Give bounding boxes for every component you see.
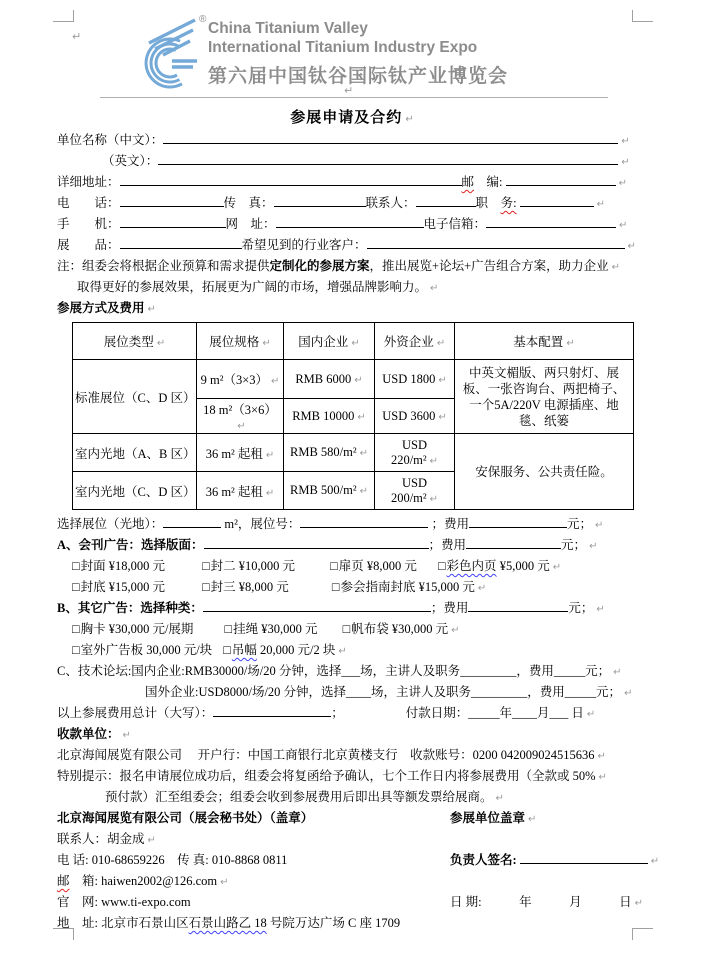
paragraph-mark-icon: ↵ xyxy=(359,486,368,497)
section-c-line1 xyxy=(57,661,648,682)
organizer-email: 邮 箱: haiwen2002@126.com ↵ xyxy=(57,874,229,888)
paragraph-mark-icon: ↵ xyxy=(618,178,628,189)
crop-mark-top-right-icon xyxy=(632,10,653,22)
checkbox-icon[interactable]: □ xyxy=(342,622,351,636)
payee-title: 收款单位： ↵ xyxy=(57,727,131,741)
address-line xyxy=(57,172,648,193)
address-label: 详细地址： xyxy=(57,175,120,189)
paragraph-mark-icon: ↵ xyxy=(596,604,605,615)
section-b-options-row1 xyxy=(57,619,648,640)
payee-bank-line: 北京海闻展览有限公司 开户行：中国工商银行北京黄楼支行 收款账号：0200 042009024515636 ↵ xyxy=(57,748,606,762)
note-text-2: 取得更好的参展效果，拓展更为广阔的市场，增强品牌影响力。 xyxy=(77,280,428,294)
paragraph-mark-icon: ↵ xyxy=(624,688,633,699)
paragraph-mark-icon: ↵ xyxy=(351,338,360,349)
paragraph-mark-icon: ↵ xyxy=(156,338,166,349)
checkbox-option-outdoor-board[interactable]: □室外广告板 30,000 元/块 xyxy=(72,643,213,657)
paragraph-mark-icon: ↵ xyxy=(265,487,275,499)
spec-cell: 36 m² 起租 ↵ xyxy=(197,472,284,510)
phone-label: 电 话： xyxy=(57,196,120,210)
postcode-blank[interactable] xyxy=(506,172,616,186)
total-fee-label: 以上参展费用总计（大写）： xyxy=(57,706,214,720)
expo-brand-block xyxy=(208,19,508,88)
paragraph-mark-icon: ↵ xyxy=(589,541,598,552)
fax-blank[interactable] xyxy=(274,193,366,207)
paragraph-mark-icon: ↵ xyxy=(147,304,156,315)
footer-row-telfax xyxy=(57,850,660,871)
paragraph-mark-icon: ↵ xyxy=(611,262,621,273)
address-blank[interactable] xyxy=(120,172,462,186)
rmb-cell: RMB 10000 ↵ xyxy=(284,399,375,434)
checkbox-option-badge[interactable]: □胸卡 ¥30,000 元/展期 xyxy=(72,622,194,636)
yuan-suffix: 元； xyxy=(568,601,594,615)
company-name-en-label: （英文）： xyxy=(102,154,159,168)
organizer-name: 北京海闻展览有限公司（展会秘书处）（盖章） xyxy=(57,811,314,825)
date-block: 日 期: 年 月 日 ↵ xyxy=(450,895,643,909)
footer-row-mail xyxy=(57,871,648,892)
checkbox-option-inside-front[interactable]: □封二 ¥10,000 元 xyxy=(202,559,296,573)
booth-fee-blank[interactable] xyxy=(469,514,567,528)
note-text: 注：组委会将根据企业预算和需求提供 xyxy=(57,259,270,273)
phone-blank[interactable] xyxy=(120,193,224,207)
section-a-label: A、会刊广告：选择版面： xyxy=(57,538,204,552)
paragraph-mark-icon: ↵ xyxy=(359,448,368,459)
total-fee-blank[interactable] xyxy=(213,703,331,717)
checkbox-icon[interactable]: □ xyxy=(331,580,340,594)
contact-label: 联系人： xyxy=(365,196,416,210)
paragraph-mark-icon: ↵ xyxy=(597,751,606,762)
checkbox-icon[interactable]: □ xyxy=(72,559,80,573)
table-row xyxy=(73,434,634,472)
phone-fax-line xyxy=(57,193,648,214)
rmb-cell: RMB 580/m² ↵ xyxy=(284,434,375,472)
usd-cell: USD 3600 ↵ xyxy=(375,399,455,434)
checkbox-option-back-cover[interactable]: □封底 ¥15,000 元 xyxy=(72,580,165,594)
paragraph-mark-icon: ↵ xyxy=(627,241,636,252)
position-label-wavy: 务: xyxy=(500,196,517,210)
header-divider xyxy=(100,97,608,98)
booth-number-label: m²，展位号： xyxy=(221,517,301,531)
booth-number-blank[interactable] xyxy=(300,514,428,528)
paragraph-mark-icon: ↵ xyxy=(429,493,439,505)
section-c-line2 xyxy=(57,682,648,703)
yuan-suffix: 元； xyxy=(561,538,587,552)
booth-price-table xyxy=(72,322,634,510)
semicolon-text: ； xyxy=(331,706,344,720)
yuan-suffix: 元； xyxy=(567,517,593,531)
exhibits-line xyxy=(57,235,648,256)
paragraph-mark-icon: ↵ xyxy=(357,411,366,423)
paragraph-mark-icon: ↵ xyxy=(430,283,439,294)
checkbox-option-color-page[interactable]: □彩色内页 ¥5,000 元 xyxy=(437,559,550,573)
usd-cell: USD 220/m² ↵ xyxy=(375,434,455,472)
config-raw-cell: 安保服务、公共责任险。 xyxy=(455,434,634,510)
paragraph-mark-icon: ↵ xyxy=(528,814,537,825)
paragraph-mark-icon: ↵ xyxy=(72,30,82,43)
rmb-cell: RMB 6000 ↵ xyxy=(284,360,375,399)
fee-section-title: 参展方式及费用 ↵ xyxy=(57,301,156,315)
section-a-fee-blank[interactable] xyxy=(466,535,561,549)
paragraph-mark-icon: ↵ xyxy=(477,583,487,594)
paragraph-mark-icon: ↵ xyxy=(237,420,246,432)
table-row xyxy=(73,360,634,399)
mobile-blank[interactable] xyxy=(120,214,226,228)
paragraph-mark-icon: ↵ xyxy=(619,220,628,231)
postcode-label-rest: 编: xyxy=(474,175,506,189)
note-line-1 xyxy=(57,256,648,277)
spec-cell: 9 m²（3×3） ↵ xyxy=(197,360,284,399)
titanium-valley-logo-icon xyxy=(143,15,201,91)
section-b-kind-blank[interactable] xyxy=(203,598,431,612)
paragraph-mark-icon: ↵ xyxy=(271,376,280,387)
position-label: 职 xyxy=(475,196,501,210)
section-a-head xyxy=(57,535,648,556)
organizer-website: 官 网: www.ti-expo.com xyxy=(57,895,191,909)
brand-chinese-title: 第六届中国钛谷国际钛产业博览会 xyxy=(208,66,509,87)
checkbox-icon[interactable]: □ xyxy=(223,643,231,657)
paragraph-mark-icon: ↵ xyxy=(438,374,447,386)
rmb-cell: RMB 500/m² ↵ xyxy=(284,472,375,510)
paragraph-mark-icon: ↵ xyxy=(344,84,354,97)
note-text-cont: ，推出展览+论坛+广告组合方案，助力企业 xyxy=(369,259,609,273)
exhibits-blank[interactable] xyxy=(120,235,242,249)
paragraph-mark-icon: ↵ xyxy=(262,338,271,349)
email-label: 电子信箱： xyxy=(423,217,487,231)
checkbox-icon[interactable]: □ xyxy=(72,622,80,636)
footer-row-web-date xyxy=(57,892,648,913)
organizer-contact: 联系人：胡金成 ↵ xyxy=(57,832,156,846)
footer-row-contact xyxy=(57,829,648,850)
paragraph-mark-icon: ↵ xyxy=(596,199,606,210)
col-header-booth-type: 展位类型 ↵ xyxy=(73,323,197,360)
paragraph-mark-icon: ↵ xyxy=(598,772,607,783)
paragraph-mark-icon: ↵ xyxy=(634,898,643,909)
col-header-booth-spec: 展位规格 ↵ xyxy=(197,323,284,360)
section-b-fee-blank[interactable] xyxy=(468,598,568,612)
section-c-foreign: 国外企业:USD8000/场/20 分钟，选择____场，主讲人及职务_________，费用_____元； xyxy=(145,685,622,699)
paragraph-mark-icon: ↵ xyxy=(265,449,275,461)
checkbox-option-guide-back[interactable]: □参会指南封底 ¥15,000 元 xyxy=(331,580,475,594)
brand-english-line1: China Titanium Valley xyxy=(208,20,368,37)
contact-blank[interactable] xyxy=(416,193,476,207)
postcode-label: 邮 xyxy=(461,175,475,189)
checkbox-option-canvas-bag[interactable]: □帆布袋 ¥30,000 元 xyxy=(342,622,449,636)
signer-label: 负责人签名: xyxy=(450,853,520,867)
checkbox-icon[interactable]: □ xyxy=(202,559,210,573)
section-a-page-blank[interactable] xyxy=(204,535,429,549)
col-header-config: 基本配置 ↵ xyxy=(455,323,634,360)
checkbox-option-title-page[interactable]: □扉页 ¥8,000 元 xyxy=(330,559,417,573)
checkbox-icon[interactable]: □ xyxy=(202,580,210,594)
paragraph-mark-icon: ↵ xyxy=(650,856,660,867)
section-b-options-row2 xyxy=(57,640,648,661)
paragraph-mark-icon: ↵ xyxy=(354,374,363,386)
paragraph-mark-icon: ↵ xyxy=(122,730,131,741)
paragraph-mark-icon: ↵ xyxy=(552,562,562,573)
section-b-head xyxy=(57,598,648,619)
booth-select-label: 选择展位（光地）： xyxy=(57,517,164,531)
company-name-en-blank[interactable] xyxy=(158,151,618,165)
checkbox-option-cover[interactable]: □封面 ¥18,000 元 xyxy=(72,559,165,573)
customers-blank[interactable] xyxy=(367,235,625,249)
usd-cell: USD 200/m² ↵ xyxy=(375,472,455,510)
paragraph-mark-icon: ↵ xyxy=(621,136,630,147)
spec-cell: 18 m²（3×6）↵ xyxy=(197,399,284,434)
booth-type-raw-ab: 室内光地（A、B 区） xyxy=(73,434,197,472)
exhibitor-stamp-label: 参展单位盖章 ↵ xyxy=(450,811,537,825)
paragraph-mark-icon: ↵ xyxy=(495,793,504,804)
company-name-en-line xyxy=(57,151,648,172)
checkbox-icon[interactable]: □ xyxy=(330,559,338,573)
website-blank[interactable] xyxy=(276,214,424,228)
table-header-row xyxy=(73,323,634,360)
col-header-domestic: 国内企业 ↵ xyxy=(284,323,375,360)
section-b-fee-label: ；费用 xyxy=(430,601,469,615)
booth-area-blank[interactable] xyxy=(163,514,221,528)
paragraph-mark-icon: ↵ xyxy=(613,667,622,678)
note-line-2 xyxy=(57,277,648,298)
spec-cell: 36 m² 起租 ↵ xyxy=(197,434,284,472)
section-a-fee-label: ；费用 xyxy=(428,538,467,552)
paragraph-mark-icon: ↵ xyxy=(566,338,575,349)
section-b-label: B、其它广告：选择种类： xyxy=(57,601,203,615)
config-standard-cell: 中英文楣版、两只射灯、展板、一张咨询台、两把椅子、一个5A/220V 电源插座、地毯、纸篓 xyxy=(455,360,634,434)
footer-row-address xyxy=(57,913,648,934)
website-label: 网 址： xyxy=(225,217,276,231)
customers-label: 希望见到的行业客户： xyxy=(241,238,367,252)
note-bold-text: 定制化的参展方案 xyxy=(269,259,370,273)
checkbox-option-lanyard[interactable]: □挂绳 ¥30,000 元 xyxy=(224,622,318,636)
form-title: 参展申请及合约 ↵ xyxy=(290,110,415,126)
checkbox-option-hanging-banner[interactable]: □吊幅 20,000 元/2 块 xyxy=(223,643,336,657)
notice-line-1: 特别提示：报名申请展位成功后，组委会将复函给予确认，七个工作日内将参展费用（全款或 50% ↵ xyxy=(57,769,607,783)
signer-blank[interactable] xyxy=(520,850,648,864)
checkbox-icon[interactable]: □ xyxy=(72,580,80,594)
footer-row-org xyxy=(57,808,648,829)
booth-select-line xyxy=(57,514,648,535)
section-a-options-row2 xyxy=(57,577,648,598)
organizer-telfax: 电 话: 010-68659226 传 真: 010-8868 0811 xyxy=(57,853,288,867)
brand-english-line2: International Titanium Industry Expo xyxy=(208,39,478,56)
payment-date-label: 付款日期：_____年____月___ 日 xyxy=(405,706,584,720)
company-name-cn-blank[interactable] xyxy=(163,130,618,144)
section-a-options-row1 xyxy=(57,556,648,577)
paragraph-mark-icon: ↵ xyxy=(338,646,347,657)
paragraph-mark-icon: ↵ xyxy=(586,709,596,720)
booth-type-standard: 标准展位（C、D 区） xyxy=(73,360,197,434)
paragraph-mark-icon: ↵ xyxy=(438,411,447,423)
checkbox-icon[interactable]: □ xyxy=(72,643,80,657)
paragraph-mark-icon: ↵ xyxy=(147,835,156,846)
checkbox-icon[interactable]: □ xyxy=(437,559,446,573)
position-blank[interactable] xyxy=(520,193,594,207)
usd-cell: USD 1800 ↵ xyxy=(375,360,455,399)
section-c-domestic: C、技术论坛:国内企业:RMB30000/场/20 分钟，选择___场，主讲人及职务_________，费用_____元； xyxy=(57,664,611,678)
paragraph-mark-icon: ↵ xyxy=(429,455,439,467)
crop-mark-top-left-icon xyxy=(53,10,74,22)
checkbox-option-inside-back[interactable]: □封三 ¥8,000 元 xyxy=(202,580,289,594)
mobile-web-email-line xyxy=(57,214,648,235)
paragraph-mark-icon: ↵ xyxy=(220,877,229,888)
organizer-address: 地 址: 北京市石景山区石景山路乙 18 号院万达广场 C 座 1709 xyxy=(57,916,401,930)
fax-label: 传 真： xyxy=(223,196,274,210)
booth-fee-label: ；费用 xyxy=(431,517,470,531)
col-header-foreign: 外资企业 ↵ xyxy=(375,323,455,360)
exhibits-label: 展 品： xyxy=(57,238,120,252)
email-blank[interactable] xyxy=(486,214,616,228)
total-fee-line xyxy=(57,703,648,724)
booth-type-raw-cd: 室内光地（C、D 区） xyxy=(73,472,197,510)
signer-block xyxy=(450,850,659,871)
mobile-label: 手 机： xyxy=(57,217,120,231)
paragraph-mark-icon: ↵ xyxy=(451,625,460,636)
paragraph-mark-icon: ↵ xyxy=(595,520,604,531)
notice-line-2: 预付款）汇至组委会；组委会收到参展费用后即出具等额发票给展商。 ↵ xyxy=(105,790,504,804)
registered-trademark-icon: ® xyxy=(199,14,207,25)
company-name-cn-line xyxy=(57,130,648,151)
paragraph-mark-icon: ↵ xyxy=(405,114,415,125)
checkbox-icon[interactable]: □ xyxy=(224,622,233,636)
paragraph-mark-icon: ↵ xyxy=(436,338,446,349)
paragraph-mark-icon: ↵ xyxy=(621,157,630,168)
company-name-cn-label: 单位名称（中文）： xyxy=(57,133,164,147)
